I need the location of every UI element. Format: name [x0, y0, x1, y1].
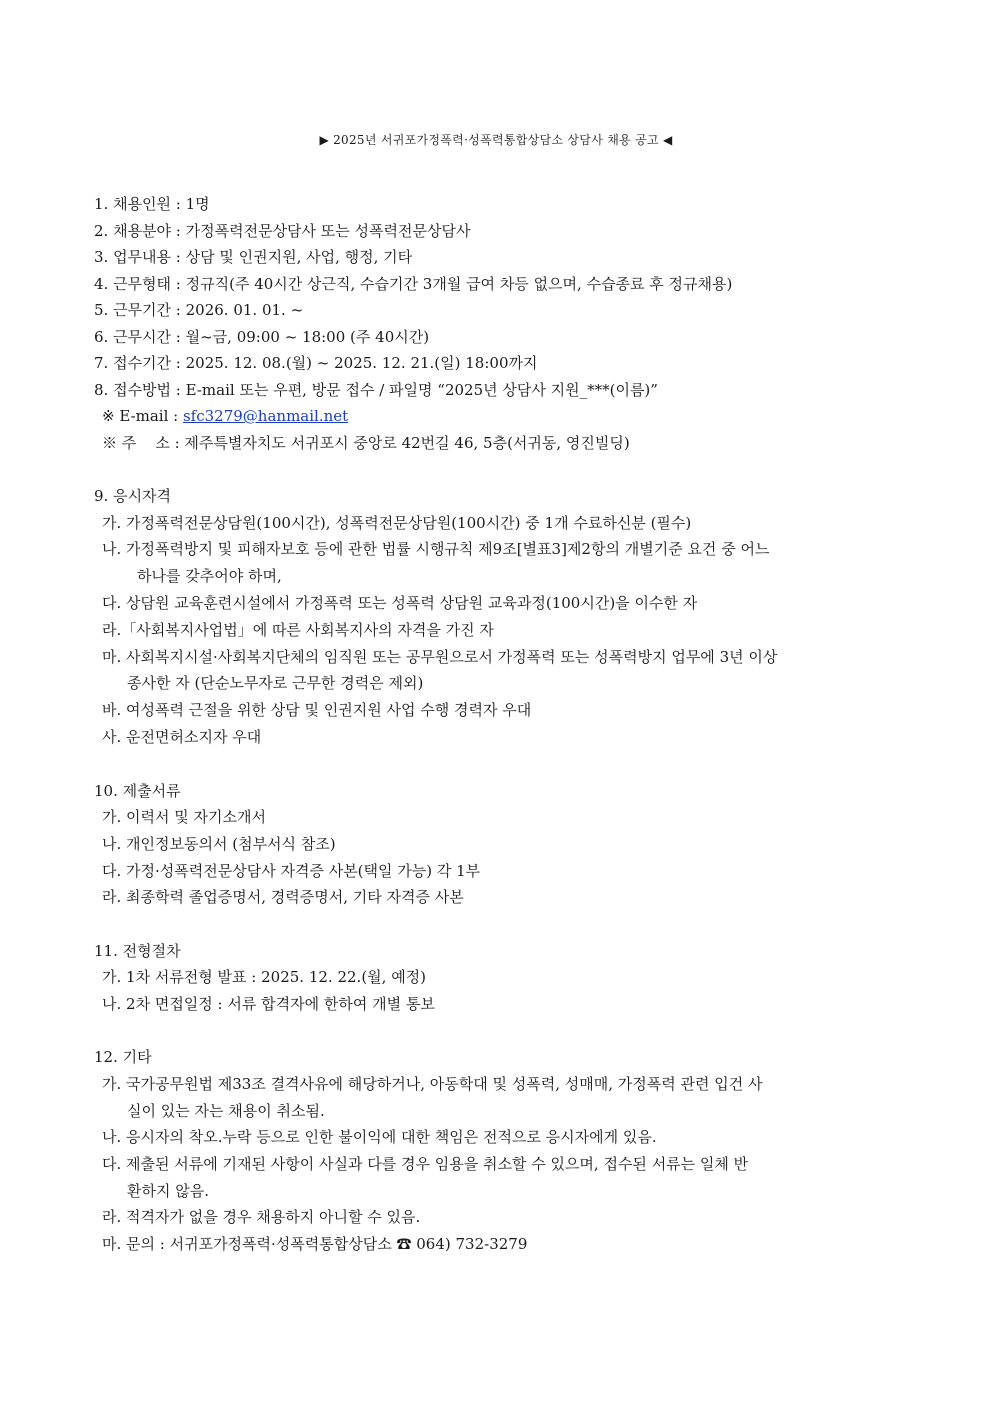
- item-recruit-count: 1. 채용인원 : 1명: [94, 195, 210, 213]
- selection-item: 나. 2차 면접일정 : 서류 합격자에 한하여 개별 통보: [102, 995, 435, 1013]
- item-application-method: 8. 접수방법 : E-mail 또는 우편, 방문 접수 / 파일명 “2025년 상담사 지원_***(이름)”: [94, 381, 658, 399]
- item-recruit-field: 2. 채용분야 : 가정폭력전문상담사 또는 성폭력전문상담사: [94, 222, 471, 240]
- email-link[interactable]: sfc3279@hanmail.net: [182, 407, 349, 425]
- qualification-item: 나. 가정폭력방지 및 피해자보호 등에 관한 법률 시행규칙 제9조[별표3]제2항의 개별기준 요건 중 어느: [102, 540, 770, 558]
- qualification-item-continued: 하나를 갖추어야 하며,: [137, 567, 282, 585]
- other-item-continued: 환하지 않음.: [127, 1182, 209, 1200]
- qualification-item: 라.「사회복지사업법」에 따른 사회복지사의 자격을 가진 자: [102, 621, 494, 639]
- item-work-period: 5. 근무기간 : 2026. 01. 01. ~: [94, 301, 304, 319]
- page-title: ▶ 2025년 서귀포가정폭력·성폭력통합상담소 상담사 채용 공고 ◀: [319, 133, 673, 147]
- qualification-item-continued: 종사한 자 (단순노무자로 근무한 경력은 제외): [127, 674, 424, 692]
- section-heading-documents: 10. 제출서류: [94, 782, 181, 800]
- email-line: [102, 405, 348, 427]
- qualification-item: 다. 상담원 교육훈련시설에서 가정폭력 또는 성폭력 상담원 교육과정(100시간)을 이수한 자: [102, 594, 698, 612]
- item-work-hours: 6. 근무시간 : 월~금, 09:00 ~ 18:00 (주 40시간): [94, 328, 430, 346]
- other-item: 가. 국가공무원법 제33조 결격사유에 해당하거나, 아동학대 및 성폭력, 성매매, 가정폭력 관련 입건 사: [102, 1075, 763, 1093]
- section-heading-qualifications: 9. 응시자격: [94, 487, 172, 505]
- contact-item: 마. 문의 : 서귀포가정폭력·성폭력통합상담소 ☎ 064) 732-3279: [102, 1235, 528, 1253]
- qualification-item: 바. 여성폭력 근절을 위한 상담 및 인권지원 사업 수행 경력자 우대: [102, 701, 532, 719]
- document-item: 라. 최종학력 졸업증명서, 경력증명서, 기타 자격증 사본: [102, 888, 464, 906]
- qualification-item: 가. 가정폭력전문상담원(100시간), 성폭력전문상담원(100시간) 중 1개 수료하신분 (필수): [102, 514, 692, 532]
- other-item-continued: 실이 있는 자는 채용이 취소됨.: [127, 1102, 325, 1120]
- selection-item: 가. 1차 서류전형 발표 : 2025. 12. 22.(월, 예정): [102, 968, 427, 986]
- section-heading-selection: 11. 전형절차: [94, 942, 181, 960]
- qualification-item: 마. 사회복지시설·사회복지단체의 임직원 또는 공무원으로서 가정폭력 또는 성폭력방지 업무에 3년 이상: [102, 648, 778, 666]
- item-duties: 3. 업무내용 : 상담 및 인권지원, 사업, 행정, 기타: [94, 248, 413, 266]
- other-item: 나. 응시자의 착오.누락 등으로 인한 불이익에 대한 책임은 전적으로 응시자에게 있음.: [102, 1128, 657, 1146]
- item-application-period: 7. 접수기간 : 2025. 12. 08.(월) ~ 2025. 12. 21.(일) 18:00까지: [94, 354, 538, 372]
- section-heading-other: 12. 기타: [94, 1048, 152, 1066]
- item-employment-type: 4. 근무형태 : 정규직(주 40시간 상근직, 수습기간 3개월 급여 차등 없으며, 수습종료 후 정규채용): [94, 275, 733, 293]
- email-label: ※ E-mail :: [102, 407, 183, 425]
- document-item: 가. 이력서 및 자기소개서: [102, 808, 266, 826]
- qualification-item: 사. 운전면허소지자 우대: [102, 728, 262, 746]
- other-item: 다. 제출된 서류에 기재된 사항이 사실과 다를 경우 임용을 취소할 수 있으며, 접수된 서류는 일체 반: [102, 1155, 749, 1173]
- document-item: 다. 가정·성폭력전문상담사 자격증 사본(택일 가능) 각 1부: [102, 862, 481, 880]
- document-item: 나. 개인정보동의서 (첨부서식 참조): [102, 835, 336, 853]
- other-item: 라. 적격자가 없을 경우 채용하지 아니할 수 있음.: [102, 1208, 421, 1226]
- address-line: ※ 주 소 : 제주특별자치도 서귀포시 중앙로 42번길 46, 5층(서귀동, 영진빌딩): [102, 434, 630, 452]
